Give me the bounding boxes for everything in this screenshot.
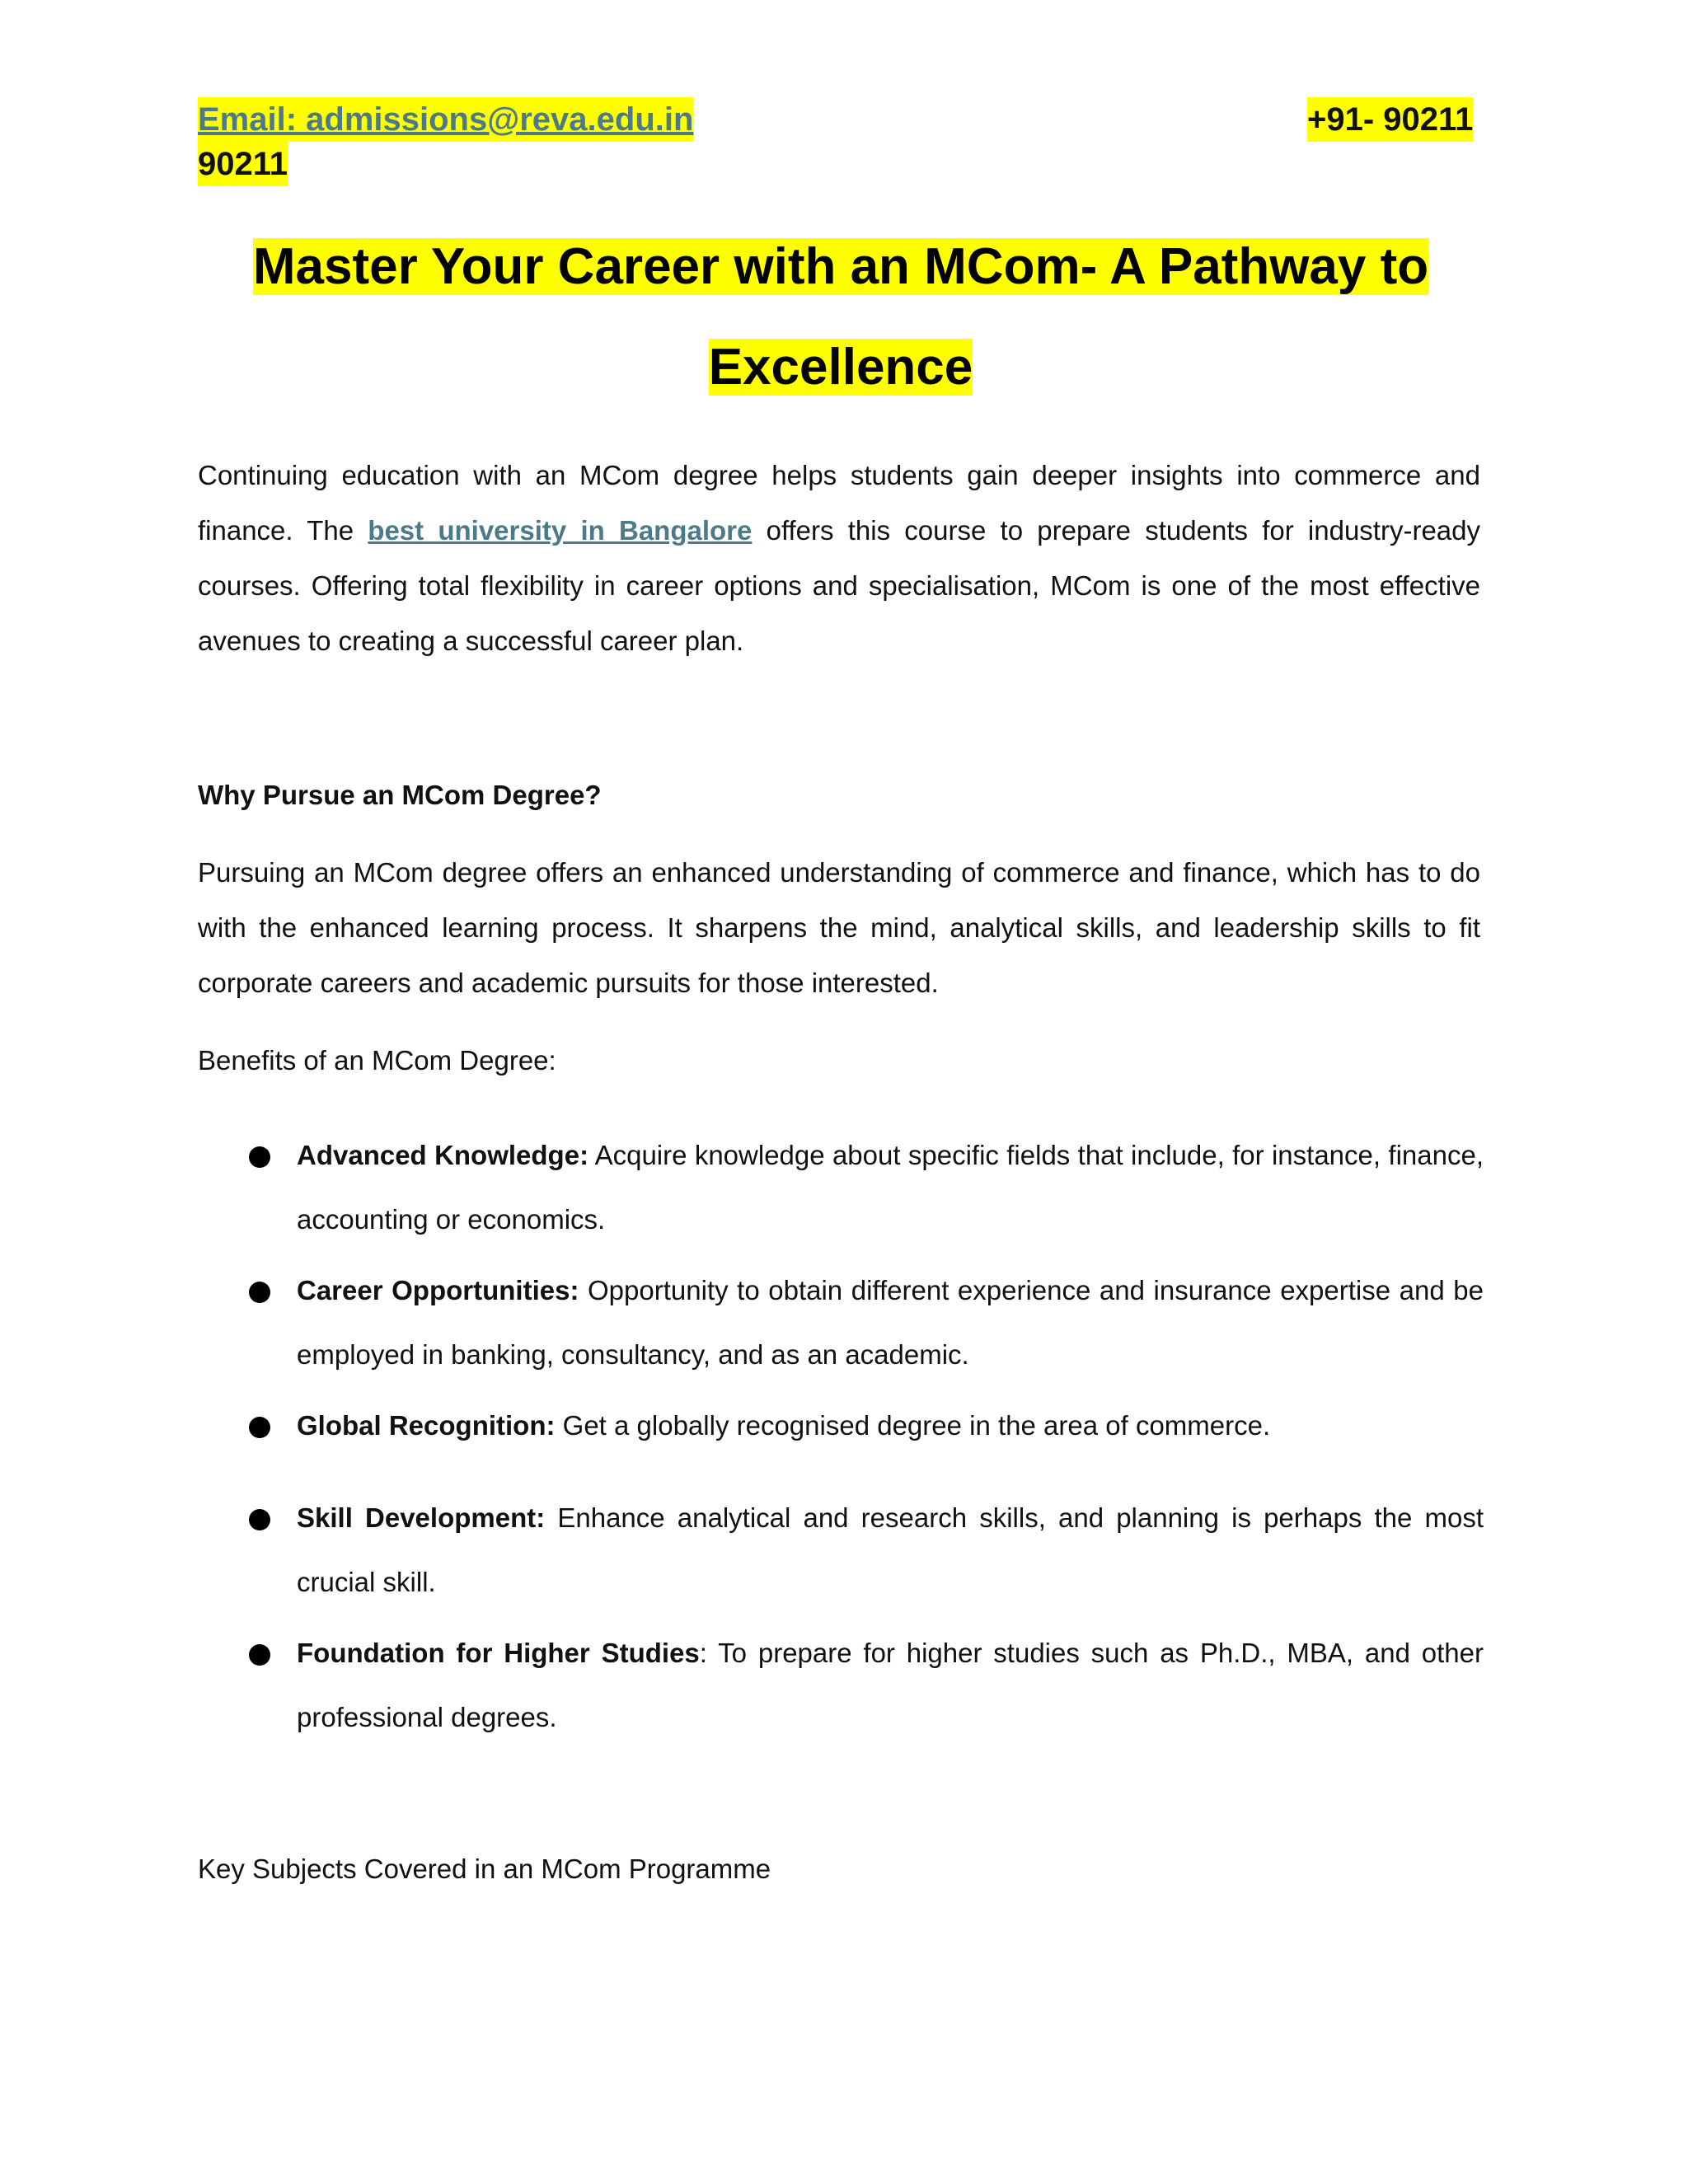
best-university-link[interactable]: best university in Bangalore	[368, 515, 753, 546]
why-pursue-paragraph: Pursuing an MCom degree offers an enhanced understanding of commerce and finance, which has to do with the enhanced learning process. It sharpens the mind, analytical skills, and leadership skills to fit corporate careers and academic pursuits for those interested.	[198, 857, 1480, 998]
key-subjects-heading: Key Subjects Covered in an MCom Programme	[198, 1854, 771, 1884]
benefit-text: Enhance analytical and research skills, and planning is perhaps the most crucial skill.	[297, 1502, 1484, 1597]
list-item	[198, 1394, 1484, 1458]
benefit-text: Acquire knowledge about specific fields that include, for instance, finance, accounting or economics.	[297, 1140, 1484, 1235]
page-title-line-2	[198, 334, 1484, 401]
benefit-text: : To prepare for higher studies such as Ph.D., MBA, and other professional degrees.	[297, 1638, 1484, 1732]
intro-text-after-link: offers this course to prepare students for industry-ready courses. Offering total flexibility in career options and specialisation, MCom is one of the most effective avenues to creating a successful career plan.	[198, 515, 1481, 656]
list-item	[198, 1621, 1484, 1750]
benefit-label: Career Opportunities:	[297, 1275, 579, 1305]
contact-phone: +91- 90211	[1307, 97, 1473, 142]
intro-paragraph	[198, 448, 1480, 668]
benefits-intro: Benefits of an MCom Degree:	[198, 1045, 556, 1076]
benefits-list	[198, 1123, 1484, 1750]
list-item	[198, 1258, 1484, 1387]
intro-text-before-link: Continuing education with an MCom degree helps students gain deeper insights into commerce and finance. The	[198, 460, 1480, 546]
contact-email-link[interactable]: Email: admissions@reva.edu.in	[198, 97, 693, 142]
page-title-text-2: Excellence	[708, 339, 973, 396]
bullet-icon	[249, 1146, 270, 1168]
benefit-text: Get a globally recognised degree in the area of commerce.	[555, 1410, 1271, 1441]
list-item	[198, 1123, 1484, 1252]
benefit-label: Foundation for Higher Studies	[297, 1638, 700, 1668]
bullet-icon	[249, 1282, 270, 1303]
bullet-icon	[249, 1509, 270, 1530]
why-pursue-heading: Why Pursue an MCom Degree?	[198, 780, 602, 810]
benefit-text: Opportunity to obtain different experience and insurance expertise and be employed in banking, consultancy, and as an academic.	[297, 1275, 1484, 1370]
bullet-icon	[249, 1644, 270, 1666]
benefit-label: Global Recognition:	[297, 1410, 556, 1441]
contact-phone-continued: 90211	[198, 142, 288, 186]
benefit-label: Advanced Knowledge:	[297, 1140, 589, 1170]
page-title-line-1	[198, 233, 1484, 301]
benefit-label: Skill Development:	[297, 1502, 546, 1533]
bullet-icon	[249, 1417, 270, 1438]
list-item	[198, 1486, 1484, 1615]
page-title-text-1: Master Your Career with an MCom- A Pathway to	[252, 238, 1429, 295]
